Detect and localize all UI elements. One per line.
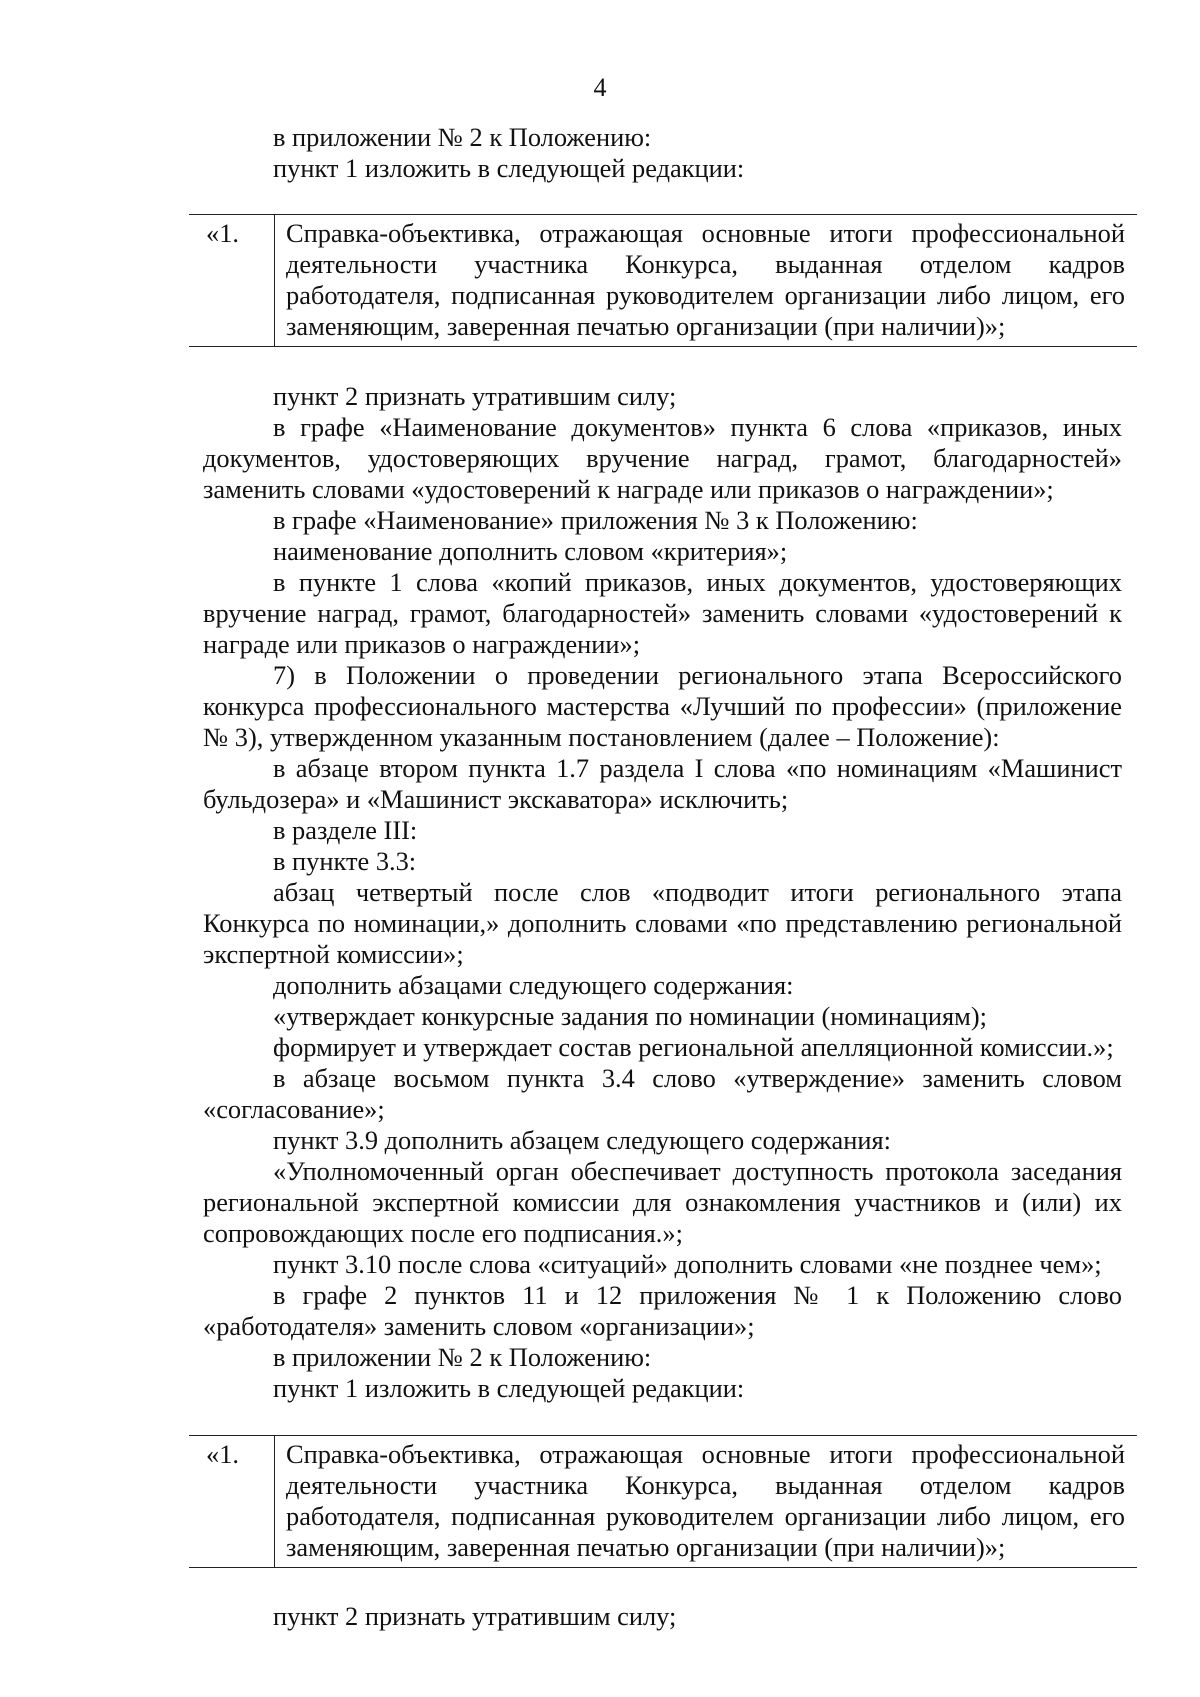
paragraph: в пункте 3.3: xyxy=(273,846,417,876)
paragraph: абзац четвертый после слов «подводит итоги регионального этапа Конкурса по номинации,» дополнить словами «по представлению региональной экспертной комиссии»; xyxy=(203,877,1122,969)
table-item-number: «1. xyxy=(189,1436,275,1568)
paragraph: пункт 2 признать утратившим силу; xyxy=(273,381,677,411)
page-number: 4 xyxy=(593,73,607,102)
amendment-table xyxy=(189,1435,1137,1568)
table-row xyxy=(189,215,1137,347)
paragraph: в разделе III: xyxy=(273,815,418,845)
paragraph: «утверждает конкурсные задания по номинации (номинациям); xyxy=(273,1001,987,1031)
document-body xyxy=(203,122,1125,1632)
paragraph: в приложении № 2 к Положению: xyxy=(273,122,652,152)
paragraph: в пункте 1 слова «копий приказов, иных документов, удостоверяющих вручение наград, грамот, благодарностей» заменить словами «удостоверений к награде или приказов о награждении»; xyxy=(203,567,1122,659)
paragraph: в графе «Наименование» приложения № 3 к Положению: xyxy=(273,505,918,535)
paragraph: пункт 1 изложить в следующей редакции: xyxy=(273,153,745,183)
paragraph: формирует и утверждает состав региональной апелляционной комиссии.»; xyxy=(273,1032,1114,1062)
paragraph: в графе «Наименование документов» пункта 6 слова «приказов, иных документов, удостоверяющих вручение наград, грамот, благодарностей» заменить словами «удостоверений к награде или приказов о награждении»; xyxy=(203,412,1122,504)
table-item-number: «1. xyxy=(189,215,275,347)
paragraph: пункт 1 изложить в следующей редакции: xyxy=(273,1373,745,1403)
paragraph: «Уполномоченный орган обеспечивает доступность протокола заседания региональной экспертной комиссии для ознакомления участников и (или) их сопровождающих после его подписания.»; xyxy=(203,1156,1122,1248)
table-item-text: Справка-объективка, отражающая основные итоги профессиональной деятельности участника Конкурса, выданная отделом кадров работодателя, подписанная руководителем организации либо лицом, его заменяющим, заверенная печатью организации (при наличии)»; xyxy=(286,218,1125,341)
amendment-table xyxy=(189,214,1137,347)
paragraph: дополнить абзацами следующего содержания: xyxy=(273,970,794,1000)
paragraph: 7) в Положении о проведении регионального этапа Всероссийского конкурса профессионального мастерства «Лучший по профессии» (приложение № 3), утвержденном указанным постановлением (далее – Положение): xyxy=(203,660,1122,752)
paragraph: пункт 3.9 дополнить абзацем следующего содержания: xyxy=(273,1125,891,1155)
paragraph: в графе 2 пунктов 11 и 12 приложения № 1 к Положению слово «работодателя» заменить словом «организации»; xyxy=(203,1280,1122,1341)
table-row xyxy=(189,1436,1137,1568)
paragraph: наименование дополнить словом «критерия»; xyxy=(273,536,788,566)
paragraph: в абзаце восьмом пункта 3.4 слово «утверждение» заменить словом «согласование»; xyxy=(203,1063,1122,1124)
paragraph: в приложении № 2 к Положению: xyxy=(273,1342,652,1372)
paragraph: пункт 2 признать утратившим силу; xyxy=(273,1601,677,1631)
paragraph: пункт 3.10 после слова «ситуаций» дополнить словами «не позднее чем»; xyxy=(273,1249,1102,1279)
table-item-text: Справка-объективка, отражающая основные итоги профессиональной деятельности участника Конкурса, выданная отделом кадров работодателя, подписанная руководителем организации либо лицом, его заменяющим, заверенная печатью организации (при наличии)»; xyxy=(286,1439,1125,1562)
paragraph: в абзаце втором пункта 1.7 раздела I слова «по номинациям «Машинист бульдозера» и «Машинист экскаватора» исключить; xyxy=(203,753,1122,814)
